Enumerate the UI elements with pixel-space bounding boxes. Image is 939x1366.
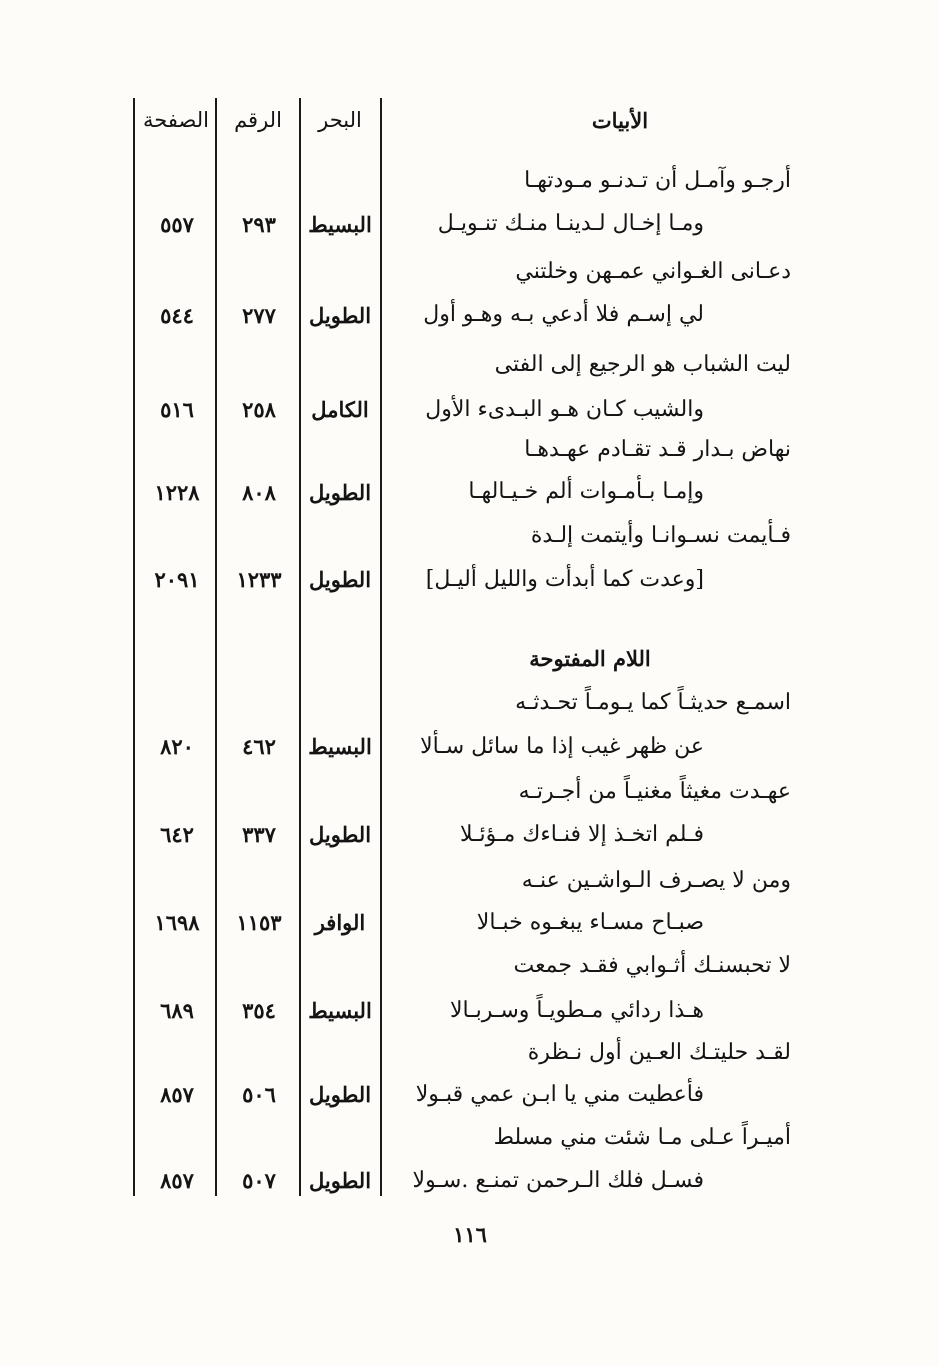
page-number: ١١٦	[453, 1222, 487, 1247]
page-reference: ٥٤٤	[160, 303, 194, 328]
verse-first-line: نهاض بـدار قـد تقـادم عهـدهـا	[524, 437, 791, 462]
verse-first-line: أرجـو وآمـل أن تـدنـو مـودتهـا	[524, 168, 791, 193]
meter-cell: الطويل	[308, 480, 372, 505]
meter-cell: البسيط	[308, 734, 372, 759]
column-rule-page	[133, 98, 135, 1196]
verse-number: ٤٦٢	[242, 734, 276, 759]
meter-cell: الطويل	[308, 567, 372, 592]
column-rule-verses	[380, 98, 382, 1196]
page-reference: ٥٥٧	[160, 212, 194, 237]
verse-first-line: ليت الشباب هو الرجيع إلى الفتى	[494, 352, 791, 377]
header-verses: الأبيات	[591, 108, 649, 133]
page-reference: ٨٥٧	[160, 1082, 194, 1107]
verse-number: ٨٠٨	[242, 480, 276, 505]
meter-cell: البسيط	[308, 212, 372, 237]
header-number: الرقم	[234, 108, 282, 132]
verse-second-line: والشيب كـان هـو البـدىء الأول	[425, 397, 704, 422]
page-reference: ٨٢٠	[160, 734, 194, 759]
verse-number: ٣٣٧	[242, 822, 276, 847]
meter-cell: الطويل	[308, 822, 372, 847]
verse-second-line: لي إسـم فلا أدعي بـه وهـو أول	[423, 302, 704, 327]
meter-cell: الكامل	[311, 397, 369, 422]
verse-first-line: عهـدت مغيثاً مغنيـاً من أجـرتـه	[518, 779, 791, 804]
verse-first-line: دعـانى الغـواني عمـهن وخلتني	[515, 259, 791, 284]
page-reference: ٨٥٧	[160, 1168, 194, 1193]
page-reference: ١٦٩٨	[154, 910, 200, 935]
header-meter: البحر	[318, 108, 362, 132]
verse-second-line: هـذا ردائي مـطويـاً وسـربـالا	[449, 998, 704, 1023]
page-reference: ٦٨٩	[160, 998, 194, 1023]
verse-first-line: فـأيمت نسـوانـا وأيتمت إلـدة	[530, 523, 791, 548]
meter-cell: الوافر	[314, 910, 366, 935]
section-title: اللام المفتوحة	[529, 646, 651, 671]
verse-second-line: فأعطيت مني يا ابـن عمي قبـولا	[415, 1082, 704, 1107]
verse-first-line: أميـراً عـلى مـا شئت مني مسلط	[493, 1125, 791, 1150]
meter-cell: الطويل	[308, 1082, 372, 1107]
verse-second-line: [وعدت كما أبدأت والليل أليـل]	[425, 567, 704, 592]
meter-cell: الطويل	[308, 303, 372, 328]
verse-first-line: ومن لا يصـرف الـواشـين عنـه	[521, 868, 791, 893]
page-reference: ٢٠٩١	[154, 567, 200, 592]
verse-number: ٥٠٧	[242, 1168, 276, 1193]
page-reference: ١٢٢٨	[154, 480, 200, 505]
verse-second-line: فـلم اتخـذ إلا فنـاءك مـؤئـلا	[459, 822, 704, 847]
verse-second-line: ومـا إخـال لـدينـا منـك تنـويـل	[437, 211, 704, 236]
meter-cell: البسيط	[308, 998, 372, 1023]
verse-number: ٢٩٣	[242, 212, 276, 237]
meter-cell: الطويل	[308, 1168, 372, 1193]
verse-number: ٢٥٨	[242, 397, 276, 422]
verse-number: ١٢٣٣	[236, 567, 282, 592]
verse-second-line: صبـاح مسـاء يبغـوه خبـالا	[476, 910, 704, 935]
column-rule-meter	[299, 98, 301, 1196]
column-rule-number	[215, 98, 217, 1196]
verse-first-line: لا تحبسنـك أثـوابي فقـد جمعت	[513, 953, 791, 978]
verse-number: ٢٧٧	[242, 303, 276, 328]
verse-first-line: لقـد حليتـك العـين أول نـظرة	[527, 1040, 791, 1065]
verse-number: ٥٠٦	[242, 1082, 276, 1107]
verse-second-line: وإمـا بـأمـوات ألم خـيـالهـا	[468, 479, 704, 504]
verse-number: ٣٥٤	[242, 998, 276, 1023]
header-page: الصفحة	[143, 108, 209, 132]
verse-first-line: اسمـع حديثـاً كما يـومـاً تحـدثـه	[515, 690, 791, 715]
verse-second-line: فسـل فلك الـرحمن تمنـع .سـولا	[412, 1168, 704, 1193]
page-reference: ٦٤٢	[160, 822, 194, 847]
verse-number: ١١٥٣	[236, 910, 282, 935]
verse-second-line: عن ظهر غيب إذا ما سائل سـألا	[420, 734, 704, 759]
page-reference: ٥١٦	[160, 397, 194, 422]
